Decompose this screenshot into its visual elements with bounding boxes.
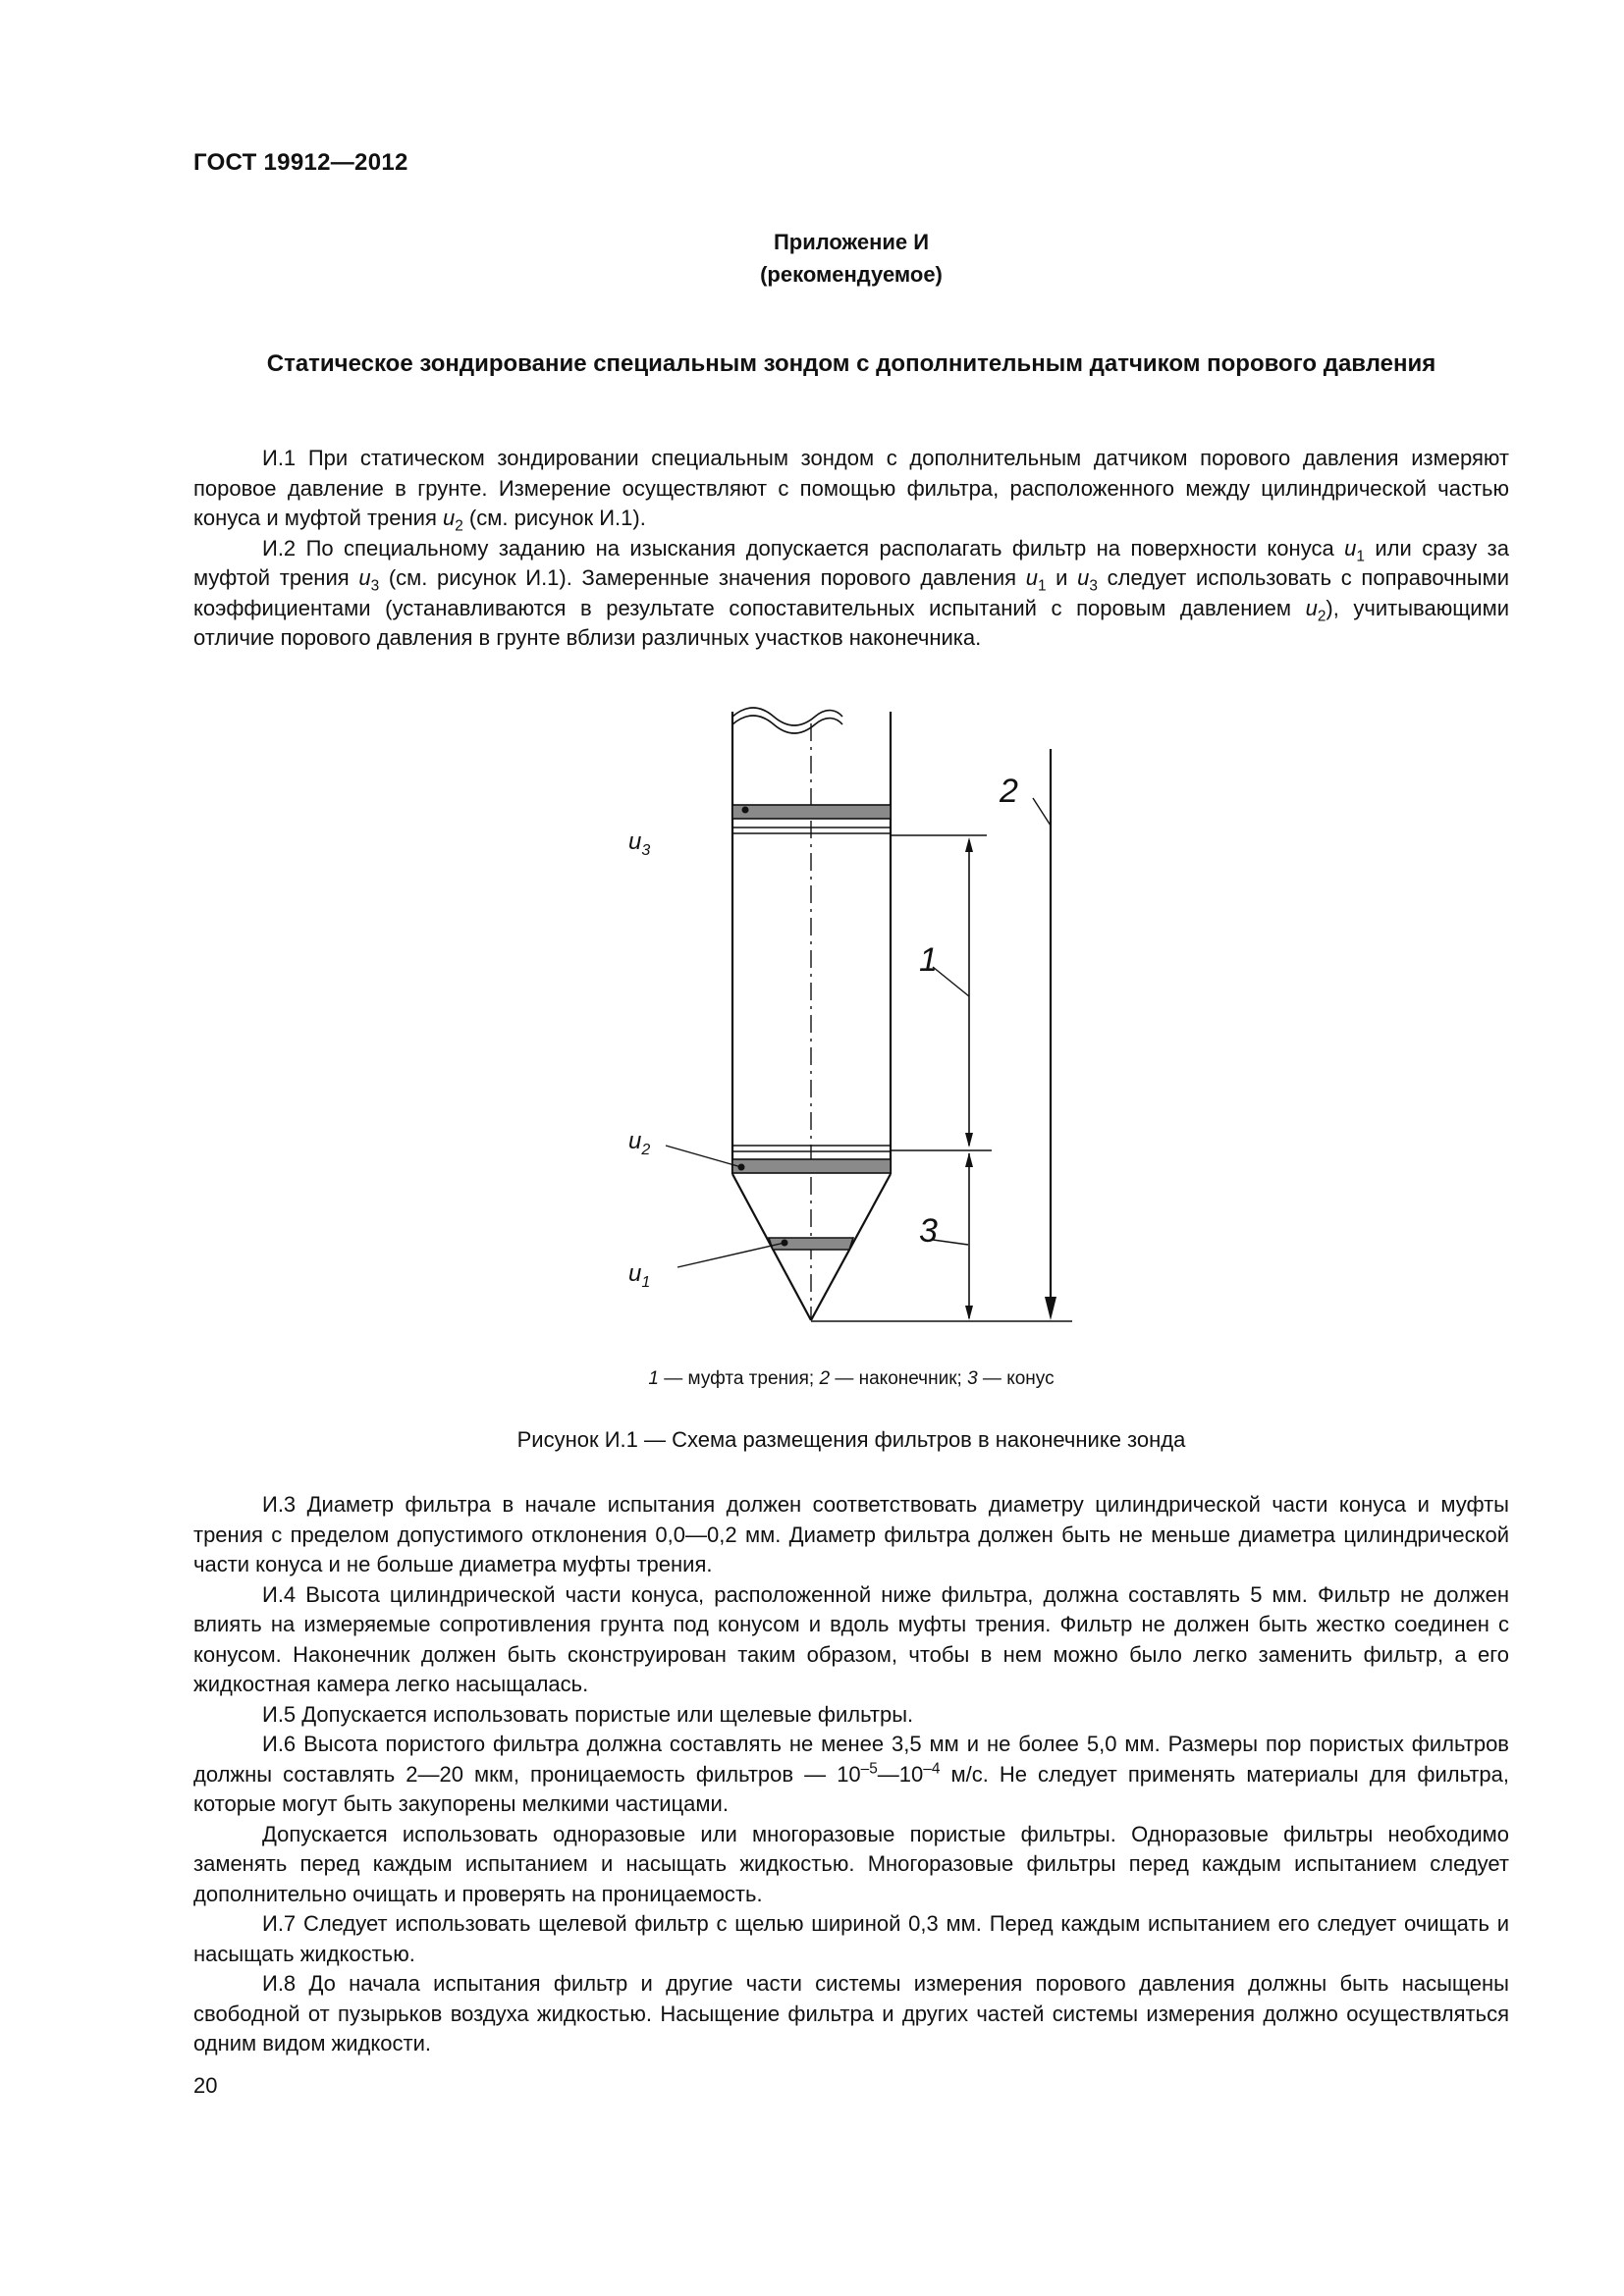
paragraph-i5: И.5 Допускается использовать пористые или щелевые фильтры. — [262, 1701, 914, 1727]
appendix-status: (рекомендуемое) — [760, 262, 943, 287]
filter-u2-band — [732, 1159, 891, 1173]
paragraph-i8: И.8 До начала испытания фильтр и другие части системы измерения порового давления должны быть насыщены свободной от пузырьков воздуха жидкостью. Насыщение фильтра и других частей системы измерения должно осуществляться одним видом жидкости. — [193, 1971, 1509, 2056]
paragraph-i3: И.3 Диаметр фильтра в начале испытания должен соответствовать диаметру цилиндрической части конуса и муфты трения с пределом допустимого отклонения 0,0—0,2 мм. Диаметр фильтра должен быть не меньше диаметра цилиндрической части конуса и не больше диаметра муфты трения. — [193, 1492, 1509, 1576]
u2-leader — [666, 1146, 741, 1167]
dimension-3-arrow-top — [965, 1152, 973, 1167]
probe-diagram — [589, 702, 1100, 1330]
filter-u3-band — [732, 805, 891, 819]
label-u3: $u_3$ — [628, 828, 651, 859]
n3-leader — [933, 1240, 968, 1245]
label-number-3: 3 — [919, 1212, 938, 1250]
dimension-3-arrow-bottom — [965, 1306, 973, 1320]
label-u1: $u_1$ — [628, 1260, 651, 1291]
paragraph-i7: И.7 Следует использовать щелевой фильтр с щелью шириной 0,3 мм. Перед каждым испытанием его следует очищать и насыщать жидкостью. — [193, 1911, 1509, 1966]
u1-leader — [677, 1243, 785, 1267]
document-code: ГОСТ 19912—2012 — [193, 149, 408, 176]
label-number-1: 1 — [919, 941, 938, 979]
appendix-title: Приложение И — [773, 230, 930, 254]
body-text-bottom — [193, 1490, 1509, 2059]
figure-caption: Рисунок И.1 — Схема размещения фильтров в наконечнике зонда — [516, 1427, 1186, 1452]
n2-leader — [1033, 798, 1051, 826]
n1-leader — [933, 967, 969, 996]
label-number-2: 2 — [1000, 773, 1018, 810]
dimension-1-arrow-top — [965, 837, 973, 852]
u3-point — [742, 807, 749, 814]
appendix-heading — [193, 226, 1509, 291]
dimension-2-arrow — [1045, 1297, 1056, 1320]
paragraph-i4: И.4 Высота цилиндрической части конуса, расположенной ниже фильтра, должна составлять 5 мм. Фильтр не должен влиять на измеряемые сопротивления грунта под конусом и вдоль муфты трения. Фильтр не должен быть жестко соединен с конусом. Наконечник должен быть сконструирован таким образом, чтобы в нем можно было легко заменить фильтр, а его жидкостная камера легко насыщалась. — [193, 1581, 1509, 1696]
section-title: Статическое зондирование специальным зондом с дополнительным датчиком порового давления — [266, 350, 1436, 377]
paragraph-i6: И.6 Высота пористого фильтра должна составлять не менее 3,5 мм и не более 5,0 мм. Размеры пор пористых фильтров должны составлять 2—20 мкм, проницаемость фильтров — $10^{-5}—10^{-4}$ м/с. Не следует применять материалы для фильтра, которые могут быть закупорены мелкими частицами. — [193, 1732, 1509, 1816]
label-u2: $u_2$ — [628, 1128, 651, 1158]
figure-legend: 1 — муфта трения; 2 — наконечник; 3 — конус — [648, 1368, 1055, 1389]
paragraph-i6-cont: Допускается использовать одноразовые или многоразовые пористые фильтры. Одноразовые фильтры необходимо заменять перед каждым испытанием и насыщать жидкостью. Многоразовые фильтры перед каждым испытанием следует дополнительно очищать и проверять на проницаемость. — [193, 1821, 1509, 1906]
paragraph-i2: И.2 По специальному заданию на изыскания допускается располагать фильтр на поверхности конуса $u_1$ или сразу за муфтой трения $u_3$ (см. рисунок И.1). Замеренные значения порового давления $u_1$ и $u_3$ следует использовать с поправочными коэффициентами (устанавливаются в результате сопоставительных испытаний с поровым давлением $u_2$), учитывающими отличие порового давления в грунте вблизи различных участков наконечника. — [193, 535, 1510, 650]
paragraph-i1: И.1 При статическом зондировании специальным зондом с дополнительным датчиком порового давления измеряют поровое давление в грунте. Измерение осуществляют с помощью фильтра, расположенного между цилиндрической частью конуса и муфтой трения $u_2$ (см. рисунок И.1). — [193, 446, 1509, 535]
page-number: 20 — [193, 2073, 218, 2098]
dimension-1-arrow-bottom — [965, 1133, 973, 1148]
body-text-top — [193, 444, 1509, 654]
